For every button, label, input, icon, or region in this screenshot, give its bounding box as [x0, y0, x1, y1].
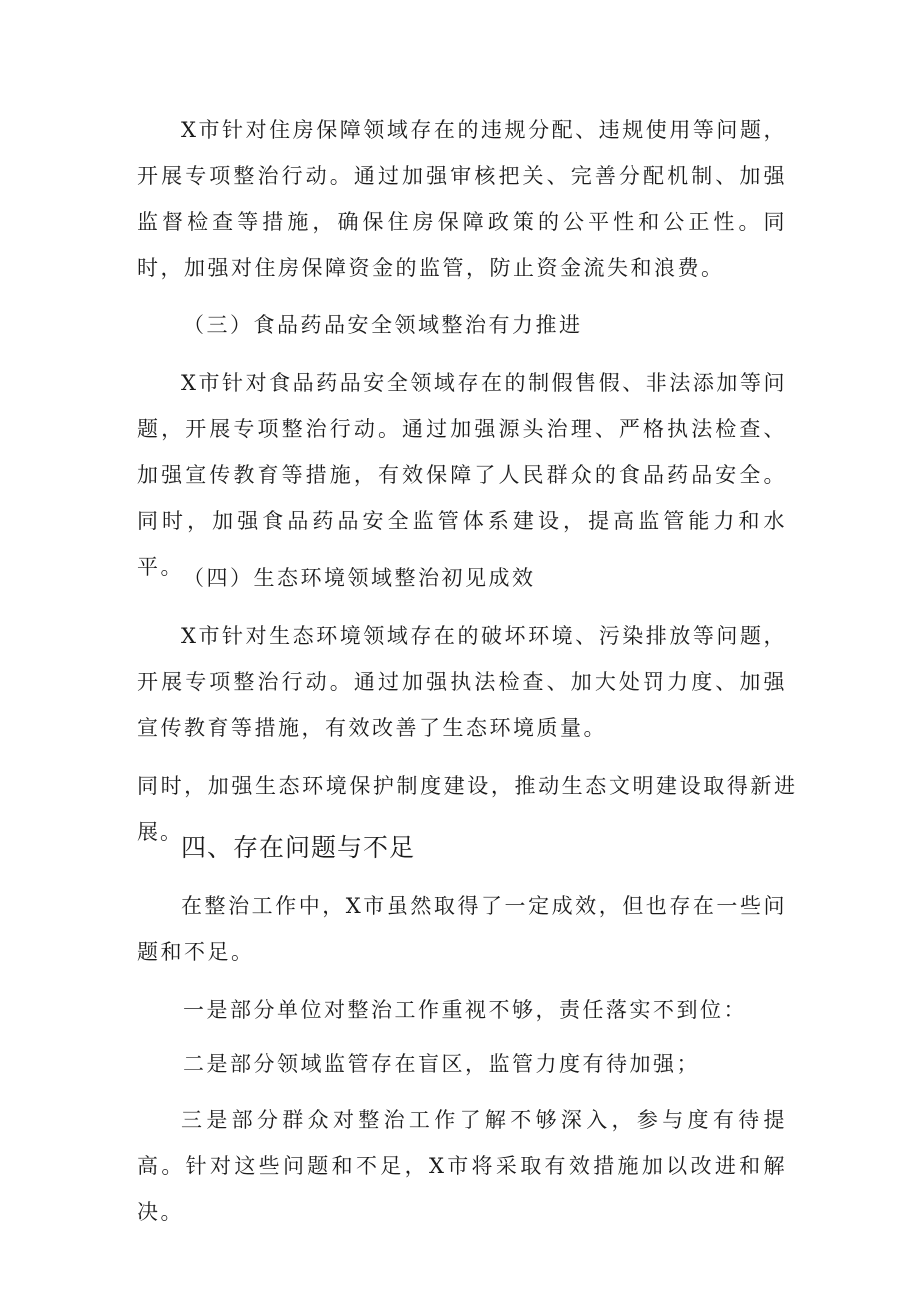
issue-item-2: 二是部分领域监管存在盲区，监管力度有待加强；	[183, 1052, 700, 1076]
section-heading: 四、存在问题与不足	[181, 833, 416, 862]
ecology-paragraph: X市针对生态环境领域存在的破坏环境、污染排放等问题，开展专项整治行动。通过加强执法检查、加大处罚力度、加强宣传教育等措施，有效改善了生态环境质量。	[137, 624, 787, 740]
housing-paragraph: X市针对住房保障领域存在的违规分配、违规使用等问题，开展专项整治行动。通过加强审核把关、完善分配机制、加强监督检查等措施，确保住房保障政策的公平性和公正性。同时，加强对住房保障资金的监管，防止资金流失和浪费。	[137, 118, 787, 280]
issues-intro-paragraph: 在整治工作中，X市虽然取得了一定成效，但也存在一些问题和不足。	[137, 894, 787, 964]
issue-item-1: 一是部分单位对整治工作重视不够，责任落实不到位：	[183, 998, 747, 1022]
ecology-continuation-paragraph: 同时，加强生态环境保护制度建设，推动生态文明建设取得新进展。	[137, 774, 797, 844]
food-safety-paragraph: X市针对食品药品安全领域存在的制假售假、非法添加等问题，开展专项整治行动。通过加强源头治理、严格执法检查、加强宣传教育等措施，有效保障了人民群众的食品药品安全。同时，加强食品药品安全监管体系建设，提高监管能力和水平。	[137, 371, 787, 579]
issue-item-3: 三是部分群众对整治工作了解不够深入，参与度有待提高。针对这些问题和不足，X市将采取有效措施加以改进和解决。	[137, 1108, 787, 1224]
food-safety-subheading: （三）食品药品安全领域整治有力推进	[183, 313, 583, 337]
ecology-subheading: （四）生态环境领域整治初见成效	[183, 566, 536, 590]
